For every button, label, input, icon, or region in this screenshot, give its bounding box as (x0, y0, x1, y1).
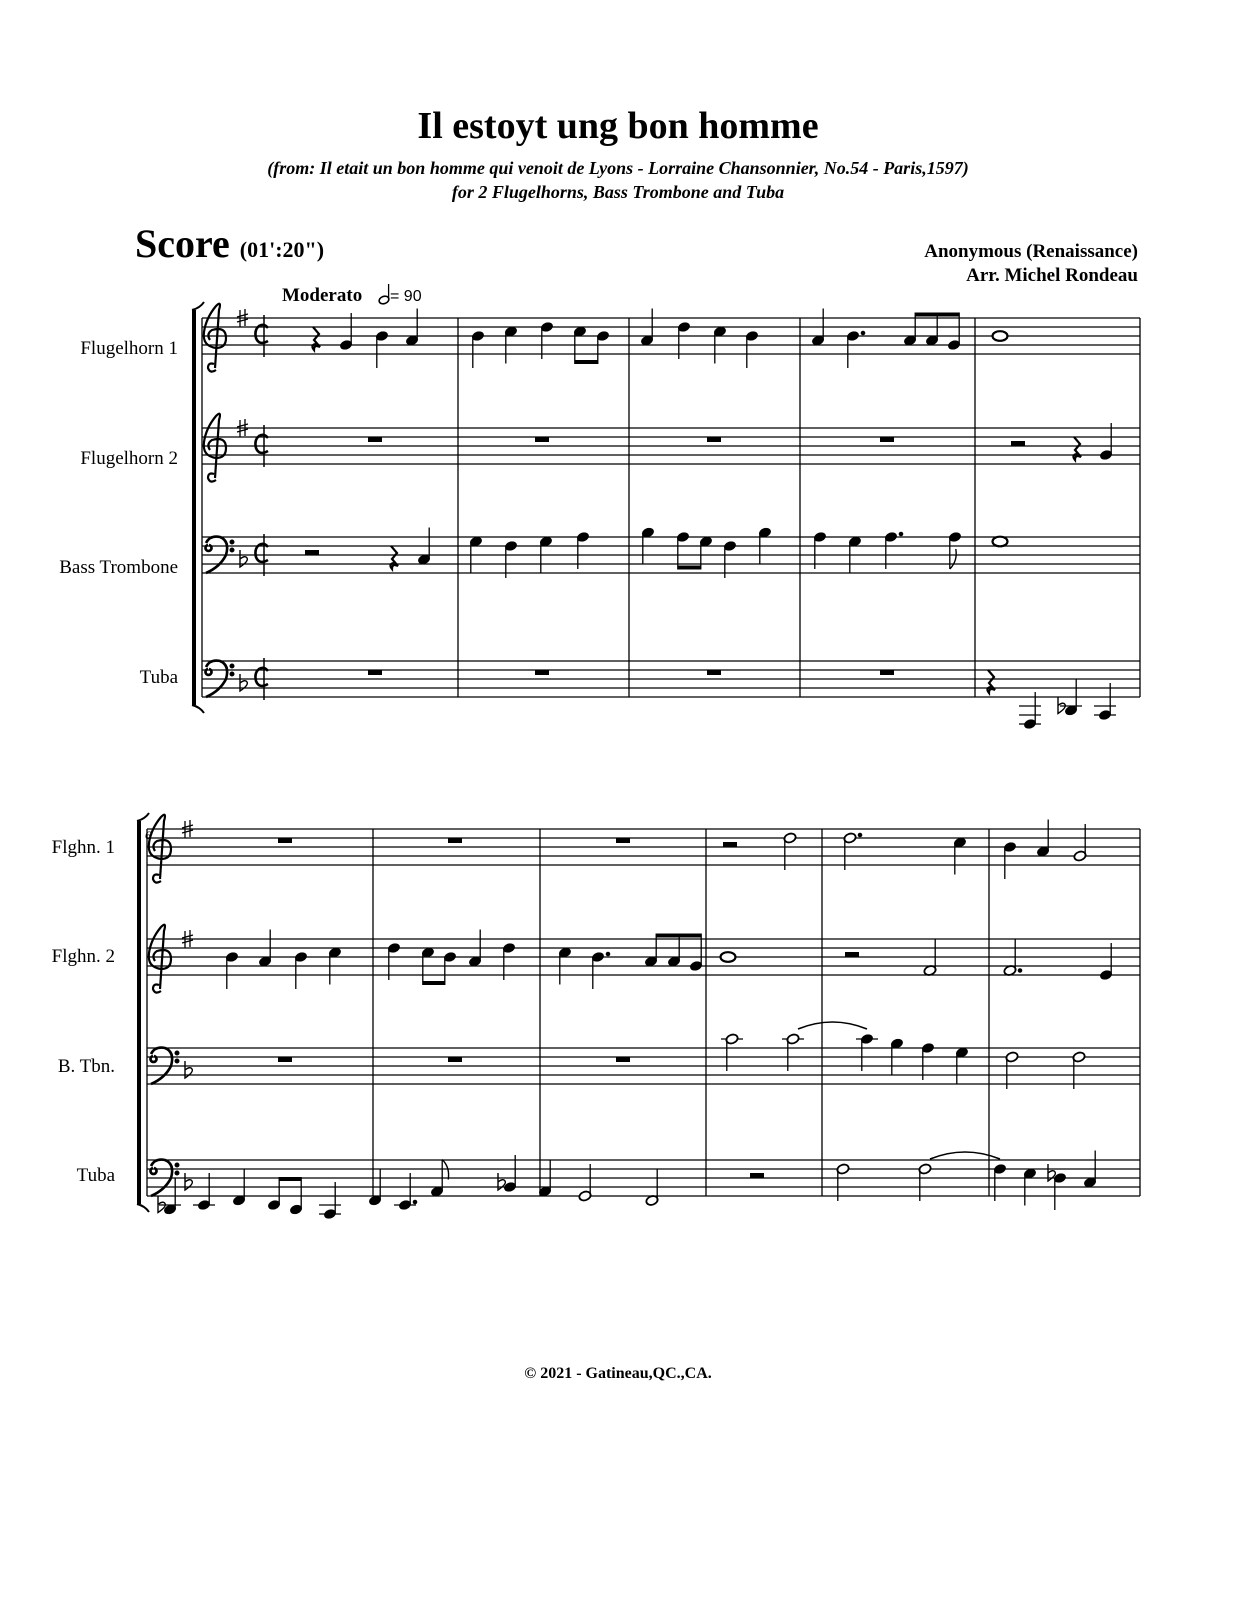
score-word: Score (135, 221, 230, 266)
whole-rest (448, 1057, 462, 1062)
augmentation-dot (861, 331, 865, 335)
score-title: Il estoyt ung bon homme (417, 105, 819, 147)
whole-note (721, 952, 736, 962)
whole-rest (368, 670, 382, 675)
quarter-rest (390, 546, 398, 569)
tempo-value: = 90 (390, 288, 422, 305)
beam (656, 934, 701, 938)
beam (575, 360, 598, 364)
instrumentation-line: for 2 Flugelhorns, Bass Trombone and Tuba (451, 182, 785, 202)
augmentation-dot (899, 532, 903, 536)
instrument-label-tuba-2: Tuba (76, 1165, 115, 1186)
treble-clef (149, 815, 171, 883)
whole-rest (616, 838, 630, 843)
augmentation-dot (606, 952, 610, 956)
half-rest (750, 1173, 764, 1178)
instrument-label-flugelhorn-2: Flugelhorn 2 (80, 448, 178, 469)
whole-rest (707, 437, 721, 442)
bass-clef-dot (175, 1171, 179, 1175)
augmentation-dot (413, 1200, 417, 1204)
bass-clef-dot (175, 1163, 179, 1167)
tie (798, 1022, 867, 1029)
treble-clef (204, 304, 226, 372)
system-bracket (192, 310, 196, 705)
whole-rest (535, 437, 549, 442)
beam (678, 566, 701, 570)
instrument-label-flugelhorn-1: Flugelhorn 1 (80, 338, 178, 359)
whole-rest (535, 670, 549, 675)
bass-clef-dot (230, 672, 234, 676)
instrument-label-bass-trombone: Bass Trombone (59, 557, 178, 578)
half-rest (1011, 441, 1025, 446)
bass-clef-dot (230, 664, 234, 668)
score-subtitle: (from: Il etait un bon homme qui venoit de Lyons - Lorraine Chansonnier, No.54 - Paris,1597) (267, 158, 969, 178)
whole-note (993, 331, 1008, 341)
bass-clef-dot (175, 1059, 179, 1063)
bass-clef-dot (230, 540, 234, 544)
whole-rest (880, 670, 894, 675)
beam (915, 313, 959, 317)
whole-note (993, 537, 1008, 547)
half-rest (305, 550, 319, 555)
system-bracket (137, 821, 141, 1204)
bracket-hook (137, 813, 149, 821)
half-rest (845, 952, 859, 957)
flag (950, 549, 956, 569)
instrument-label-tuba: Tuba (139, 667, 178, 688)
copyright-notice: © 2021 - Gatineau,QC.,CA. (524, 1365, 712, 1382)
tempo-marking: Moderato (282, 285, 363, 306)
bracket-hook (192, 705, 204, 713)
quarter-rest (987, 670, 995, 693)
quarter-rest (312, 327, 320, 350)
bass-clef-dot (230, 548, 234, 552)
bracket-hook (137, 1204, 149, 1212)
beam (279, 1177, 301, 1181)
bracket-hook (192, 302, 204, 310)
whole-rest (368, 437, 382, 442)
treble-clef (204, 414, 226, 482)
instrument-label-flghn-2: Flghn. 2 (51, 946, 115, 967)
bass-clef-dot (175, 1051, 179, 1055)
treble-clef (149, 925, 171, 993)
whole-rest (448, 838, 462, 843)
augmentation-dot (858, 833, 862, 837)
composer-credit: Anonymous (Renaissance) (924, 241, 1138, 262)
augmentation-dot (1018, 969, 1022, 973)
whole-rest (278, 838, 292, 843)
instrument-label-b-tbn: B. Tbn. (57, 1056, 115, 1077)
measure-number: 6 (145, 828, 151, 842)
whole-rest (616, 1057, 630, 1062)
flat-sign (1058, 697, 1065, 714)
whole-rest (278, 1057, 292, 1062)
duration-label: (01':20") (239, 237, 325, 262)
instrument-label-flghn-1: Flghn. 1 (51, 837, 115, 858)
arranger-credit: Arr. Michel Rondeau (966, 265, 1138, 286)
quarter-rest (1073, 437, 1081, 460)
half-rest (723, 842, 737, 847)
whole-rest (707, 670, 721, 675)
whole-rest (880, 437, 894, 442)
beam (423, 981, 445, 985)
